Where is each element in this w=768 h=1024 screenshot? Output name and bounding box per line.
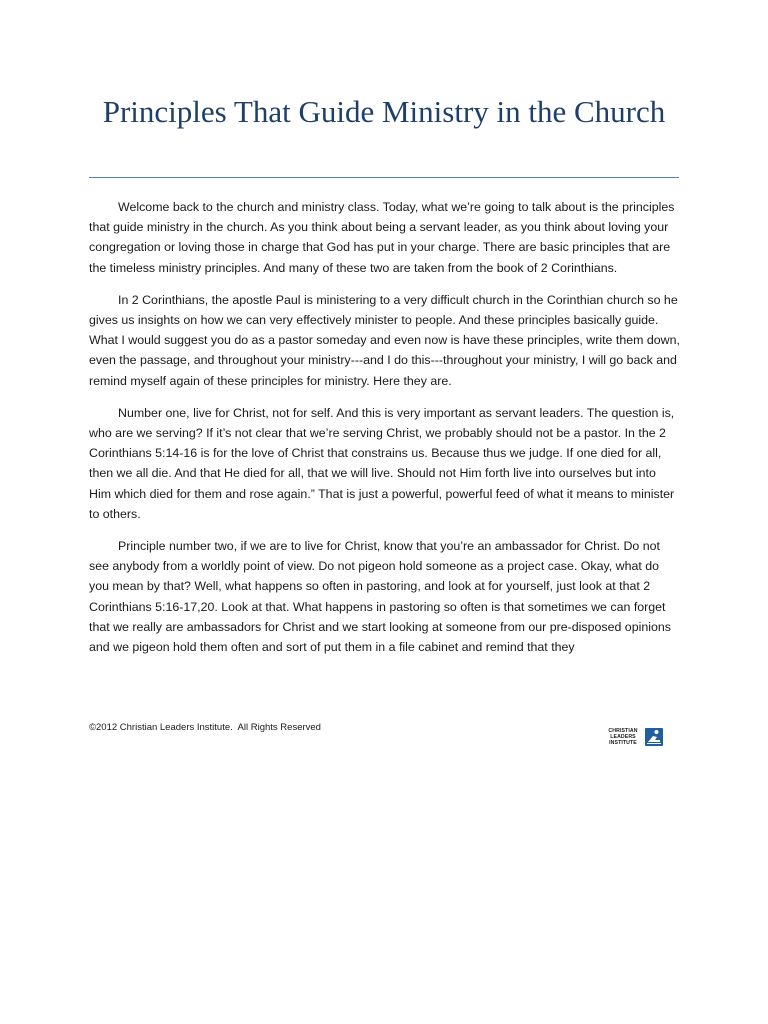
paragraph-1: Welcome back to the church and ministry class. Today, what we’re going to talk about is the principles that guide ministry in the church. As you think about being a servant leader, as you think about loving your congregation or loving those in charge that God has put in your charge. There are basic principles that are the timeless ministry principles. And many of these two are taken from the book of 2 Corinthians.	[89, 200, 675, 275]
logo-line-1: CHRISTIAN	[608, 728, 638, 734]
book-person-icon	[645, 728, 663, 746]
copyright-notice: ©2012 Christian Leaders Institute. All Rights Reserved	[89, 722, 321, 733]
title-divider	[89, 177, 679, 178]
christian-leaders-institute-logo	[605, 724, 667, 750]
page-title: Principles That Guide Ministry in the Church	[102, 94, 666, 129]
paragraph-3: Number one, live for Christ, not for self. And this is very important as servant leaders. The question is, who are we serving? If it’s not clear that we’re serving Christ, we probably should not be a pastor. In the 2 Corinthians 5:14-16 is for the love of Christ that constrains us. Because thus we judge. If one died for all, then we all die. And that He died for all, that we will live. Should not Him forth live into ourselves but into Him which died for them and rose again.” That is just a powerful, powerful feed of what it means to minister to others.	[89, 405, 675, 521]
paragraph-2: In 2 Corinthians, the apostle Paul is ministering to a very difficult church in the Corinthian church so he gives us insights on how we can very effectively minister to people. And these principles basically guide. What I would suggest you do as a pastor someday and even now is have these principles, write them down, even the passage, and throughout your ministry---and I do this---throughout your ministry, I will go back and remind myself again of these principles for ministry. Here they are.	[89, 292, 680, 388]
document-body	[89, 197, 680, 669]
paragraph-4: Principle number two, if we are to live for Christ, know that you’re an ambassador for Christ. Do not see anybody from a worldly point of view. Do not pigeon hold someone as a project case. Okay, what do you mean by that? Well, what happens so often in pastoring, and look at for yourself, just look at that 2 Corinthians 5:16-17,20. Look at that. What happens in pastoring so often is that sometimes we can forget that we really are ambassadors for Christ and we start looking at someone from our pre-disposed opinions and we pigeon hold them often and sort of put them in a file cabinet and remind that they	[89, 539, 671, 655]
logo-line-3: INSTITUTE	[609, 740, 637, 746]
logo-line-2: LEADERS	[610, 734, 636, 740]
logo-wordmark	[605, 728, 641, 746]
